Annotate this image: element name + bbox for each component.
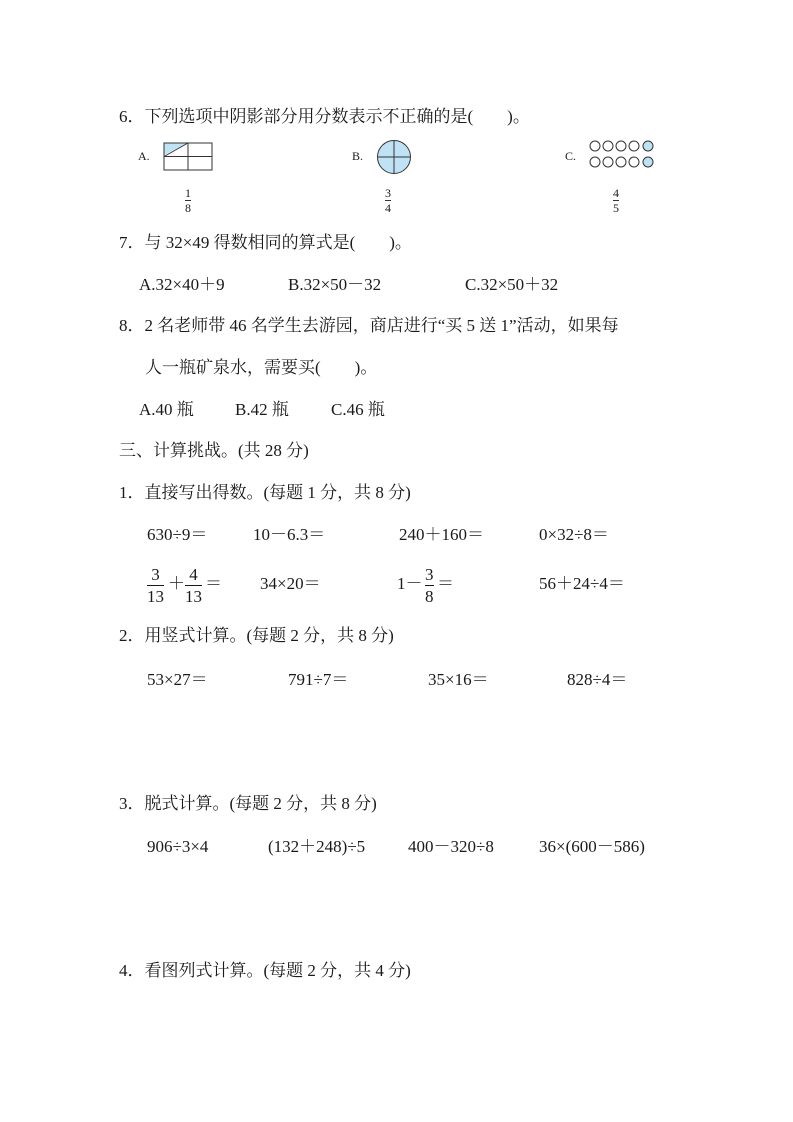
- part-2-title: 2．用竖式计算。(每题 2 分，共 8 分): [119, 626, 394, 645]
- fraction-denominator: 8: [185, 201, 191, 215]
- part-1-item-3: 240＋160＝: [399, 525, 484, 544]
- q7-option-c: C.32×50＋32: [465, 275, 559, 294]
- part-4-title: 4．看图列式计算。(每题 2 分，共 4 分): [119, 961, 411, 980]
- part-3-item-3: 400－320÷8: [408, 837, 494, 856]
- q6-option-b-fraction: [385, 187, 391, 214]
- q7-option-a: A.32×40＋9: [139, 275, 225, 294]
- part-3-item-4: 36×(600－586): [539, 837, 645, 856]
- q6-option-a-fraction: [185, 187, 191, 214]
- fraction-numerator: 1: [185, 186, 191, 200]
- fraction-denominator: 4: [385, 201, 391, 215]
- part-1-item-8: 56＋24÷4＝: [539, 574, 625, 593]
- part-2-item-3: 35×16＝: [428, 670, 489, 689]
- part-1-title: 1．直接写出得数。(每题 1 分，共 8 分): [119, 483, 411, 502]
- q6-option-a-label: A.: [138, 149, 150, 163]
- part-1-item-6: 34×20＝: [260, 574, 321, 593]
- part-2-item-2: 791÷7＝: [288, 670, 349, 689]
- part-1-fraction-4-13: [185, 566, 202, 605]
- q6-option-a-rectangle-figure: [164, 143, 214, 173]
- part-3-title: 3．脱式计算。(每题 2 分，共 8 分): [119, 794, 377, 813]
- part-1-item-1: 630÷9＝: [147, 525, 208, 544]
- q8-option-b: B.42 瓶: [235, 400, 289, 419]
- q8-option-a: A.40 瓶: [139, 400, 194, 419]
- q6-stem: 6．下列选项中阴影部分用分数表示不正确的是( )。: [119, 107, 530, 126]
- part-3-item-2: (132＋248)÷5: [268, 837, 366, 856]
- q6-option-b-label: B.: [352, 149, 364, 163]
- q8-stem-line-1: 8．2 名老师带 46 名学生去游园，商店进行“买 5 送 1”活动，如果每: [119, 316, 619, 335]
- fraction-denominator: 5: [613, 201, 619, 215]
- part-1-item-2: 10－6.3＝: [253, 525, 326, 544]
- part-2-item-4: 828÷4＝: [567, 670, 628, 689]
- q6-option-c-label: C.: [565, 149, 577, 163]
- q8-option-c: C.46 瓶: [331, 400, 385, 419]
- part-3-item-1: 906÷3×4: [147, 837, 209, 856]
- fraction-bar: [425, 585, 434, 586]
- part-1-item-7-lead: 1－: [397, 574, 423, 593]
- q6-option-c-circles-figure: [589, 140, 659, 170]
- equals-sign: ＝: [205, 574, 222, 593]
- plus-sign: ＋: [168, 574, 185, 593]
- fraction-numerator: 3: [151, 565, 160, 584]
- fraction-bar: [185, 585, 202, 586]
- fraction-numerator: 4: [189, 565, 198, 584]
- fraction-denominator: 13: [185, 587, 202, 606]
- part-2-item-1: 53×27＝: [147, 670, 208, 689]
- fraction-denominator: 13: [147, 587, 164, 606]
- q7-stem: 7．与 32×49 得数相同的算式是( )。: [119, 233, 412, 252]
- fraction-bar: [147, 585, 164, 586]
- q7-option-b: B.32×50－32: [288, 275, 382, 294]
- fraction-denominator: 8: [425, 587, 434, 606]
- fraction-numerator: 3: [425, 565, 434, 584]
- part-1-item-4: 0×32÷8＝: [539, 525, 609, 544]
- equals-sign: ＝: [437, 574, 454, 593]
- section-3-title: 三、计算挑战。(共 28 分): [119, 441, 309, 460]
- q6-option-c-fraction: [613, 187, 619, 214]
- q6-option-b-circle-figure: [376, 140, 414, 176]
- part-1-fraction-3-8: [425, 566, 434, 605]
- fraction-numerator: 3: [385, 186, 391, 200]
- fraction-numerator: 4: [613, 186, 619, 200]
- part-1-fraction-3-13-first: [147, 566, 164, 605]
- q8-stem-line-2: 人一瓶矿泉水，需要买( )。: [145, 358, 378, 377]
